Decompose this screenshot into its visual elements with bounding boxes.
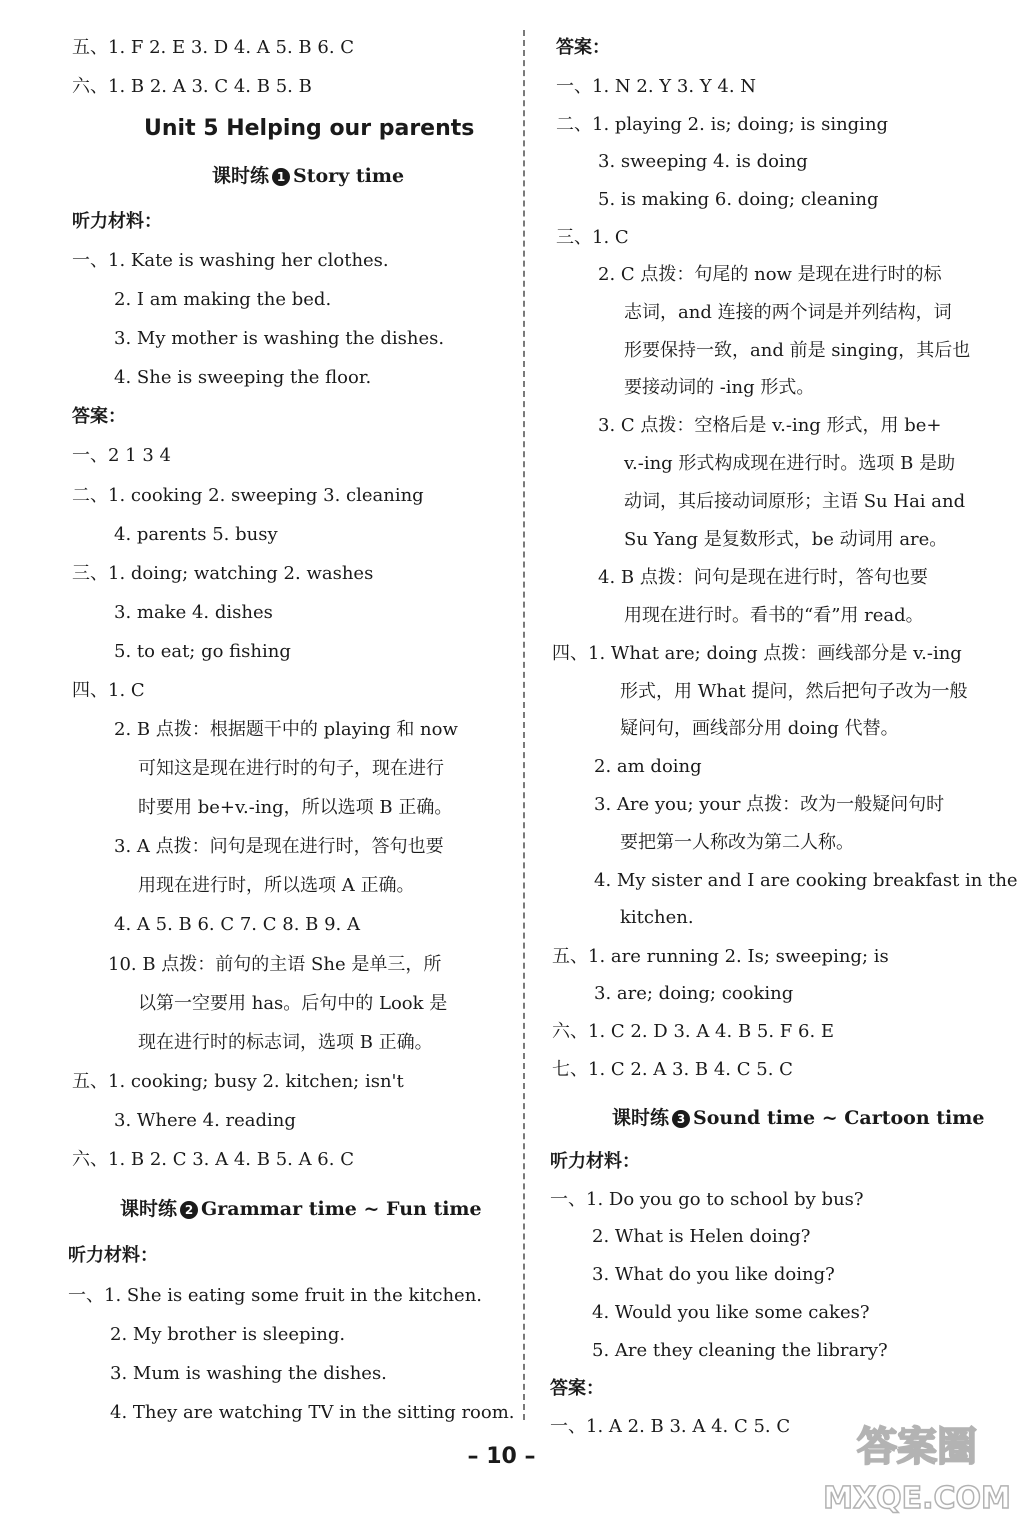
answer-line: 现在进行时的标志词，选项 B 正确。 (138, 1032, 433, 1053)
answer-line: 时要用 be+v.-ing，所以选项 B 正确。 (138, 797, 453, 818)
answer-line: 七、1. C 2. A 3. B 4. C 5. C (552, 1059, 793, 1080)
lesson-name: Sound time ~ Cartoon time (693, 1107, 985, 1129)
answer-line: 2. C 点拨：句尾的 now 是现在进行时的标 (598, 264, 942, 285)
lesson-number-badge: 3 (672, 1110, 690, 1128)
answer-line: 疑问句，画线部分用 doing 代替。 (620, 718, 899, 739)
answer-line: 3. make 4. dishes (114, 602, 273, 623)
answer-line: 可知这是现在进行时的句子，现在进行 (138, 758, 444, 779)
lesson-prefix: 课时练 (120, 1198, 178, 1220)
answer-line: 三、1. doing; watching 2. washes (72, 563, 374, 584)
listening-line: 2. What is Helen doing? (592, 1226, 811, 1247)
listening-line: 3. My mother is washing the dishes. (114, 328, 445, 349)
page-number: – 10 – (467, 1444, 536, 1469)
answer-line: 3. sweeping 4. is doing (598, 151, 808, 172)
listening-label: 听力材料： (550, 1151, 640, 1172)
answer-line: 2. am doing (594, 756, 702, 777)
lesson-number-badge: 2 (180, 1201, 198, 1219)
answer-line: 二、1. playing 2. is; doing; is singing (556, 114, 889, 135)
answer-line: 2. B 点拨：根据题干中的 playing 和 now (114, 719, 458, 740)
answer-line: 3. Where 4. reading (114, 1110, 296, 1131)
answer-line: 4. A 5. B 6. C 7. C 8. B 9. A (114, 914, 360, 935)
answer-line: 三、1. C (556, 227, 629, 248)
listening-line: 2. My brother is sleeping. (110, 1324, 346, 1345)
answer-line: 3. Are you; your 点拨：改为一般疑问句时 (594, 794, 945, 815)
answers-label: 答案： (72, 406, 126, 427)
answer-line: 五、1. cooking; busy 2. kitchen; isn't (72, 1071, 404, 1092)
lesson-name: Grammar time ~ Fun time (201, 1198, 482, 1220)
watermark-logo (823, 1420, 1011, 1520)
listening-line: 5. Are they cleaning the library? (592, 1340, 888, 1361)
lesson-heading-1 (212, 163, 404, 189)
listening-line: 一、1. Kate is washing her clothes. (72, 250, 389, 271)
listening-line: 3. What do you like doing? (592, 1264, 835, 1285)
answer-line: 四、1. C (72, 680, 145, 701)
answer-line: 4. B 点拨：问句是现在进行时，答句也要 (598, 567, 928, 588)
lesson-prefix: 课时练 (212, 165, 270, 187)
answer-line: 3. are; doing; cooking (594, 983, 794, 1004)
answer-line: 五、1. are running 2. Is; sweeping; is (552, 946, 889, 967)
column-divider (523, 30, 525, 1420)
lesson-number-badge: 1 (272, 168, 290, 186)
listening-line: 一、1. She is eating some fruit in the kitchen. (68, 1285, 483, 1306)
answer-line: 一、1. A 2. B 3. A 4. C 5. C (550, 1416, 791, 1437)
answer-line: 志词，and 连接的两个词是并列结构，词 (624, 302, 952, 323)
listening-line: 4. They are watching TV in the sitting room. (110, 1402, 515, 1423)
answer-line: 形要保持一致，and 前是 singing，其后也 (624, 340, 971, 361)
answer-line: v.-ing 形式构成现在进行时。选项 B 是助 (624, 453, 956, 474)
answer-line: 一、1. N 2. Y 3. Y 4. N (556, 76, 757, 97)
answer-line: 3. A 点拨：问句是现在进行时，答句也要 (114, 836, 444, 857)
answer-line: 10. B 点拨：前句的主语 She 是单三，所 (108, 954, 442, 975)
answer-line: 4. My sister and I are cooking breakfast in the (594, 870, 1018, 891)
answers-label: 答案： (556, 37, 610, 58)
answer-line: 形式，用 What 提问，然后把句子改为一般 (620, 681, 968, 702)
listening-label: 听力材料： (72, 211, 162, 232)
answer-line: 四、1. What are; doing 点拨：画线部分是 v.-ing (552, 643, 962, 664)
answer-line: 一、2 1 3 4 (72, 445, 171, 466)
answer-line: 3. C 点拨：空格后是 v.-ing 形式，用 be+ (598, 415, 942, 436)
answer-line: 4. parents 5. busy (114, 524, 278, 545)
answer-line: 二、1. cooking 2. sweeping 3. cleaning (72, 485, 424, 506)
listening-line: 4. She is sweeping the floor. (114, 367, 372, 388)
watermark-url: MXQE.COM (823, 1481, 1011, 1516)
answer-line: 六、1. C 2. D 3. A 4. B 5. F 6. E (552, 1021, 835, 1042)
listening-line: 一、1. Do you go to school by bus? (550, 1189, 864, 1210)
listening-line: 3. Mum is washing the dishes. (110, 1363, 387, 1384)
lesson-prefix: 课时练 (612, 1107, 670, 1129)
watermark-text: 答案圈 (857, 1424, 977, 1470)
answer-line: 5. to eat; go fishing (114, 641, 291, 662)
answer-line: 用现在进行时，所以选项 A 正确。 (138, 875, 415, 896)
answer-line: 要把第一人称改为第二人称。 (620, 832, 854, 853)
unit-title: Unit 5 Helping our parents (144, 116, 475, 141)
listening-line: 2. I am making the bed. (114, 289, 332, 310)
lesson-name: Story time (293, 165, 405, 187)
lesson-heading-3 (612, 1105, 984, 1131)
answer-line: 5. is making 6. doing; cleaning (598, 189, 879, 210)
answers-label: 答案： (550, 1378, 604, 1399)
answer-line: 五、1. F 2. E 3. D 4. A 5. B 6. C (72, 37, 355, 58)
answer-line: 六、1. B 2. A 3. C 4. B 5. B (72, 76, 312, 97)
answer-line: 以第一空要用 has。后句中的 Look 是 (138, 993, 448, 1014)
listening-line: 4. Would you like some cakes? (592, 1302, 870, 1323)
answer-line: 用现在进行时。看书的“看”用 read。 (624, 605, 924, 626)
lesson-heading-2 (120, 1196, 482, 1222)
answer-line: Su Yang 是复数形式，be 动词用 are。 (624, 529, 948, 550)
answer-line: 六、1. B 2. C 3. A 4. B 5. A 6. C (72, 1149, 354, 1170)
listening-label: 听力材料： (68, 1245, 158, 1266)
answer-line: 动词，其后接动词原形；主语 Su Hai and (624, 491, 966, 512)
answer-line: 要接动词的 -ing 形式。 (624, 377, 815, 398)
answer-line: kitchen. (620, 907, 694, 928)
